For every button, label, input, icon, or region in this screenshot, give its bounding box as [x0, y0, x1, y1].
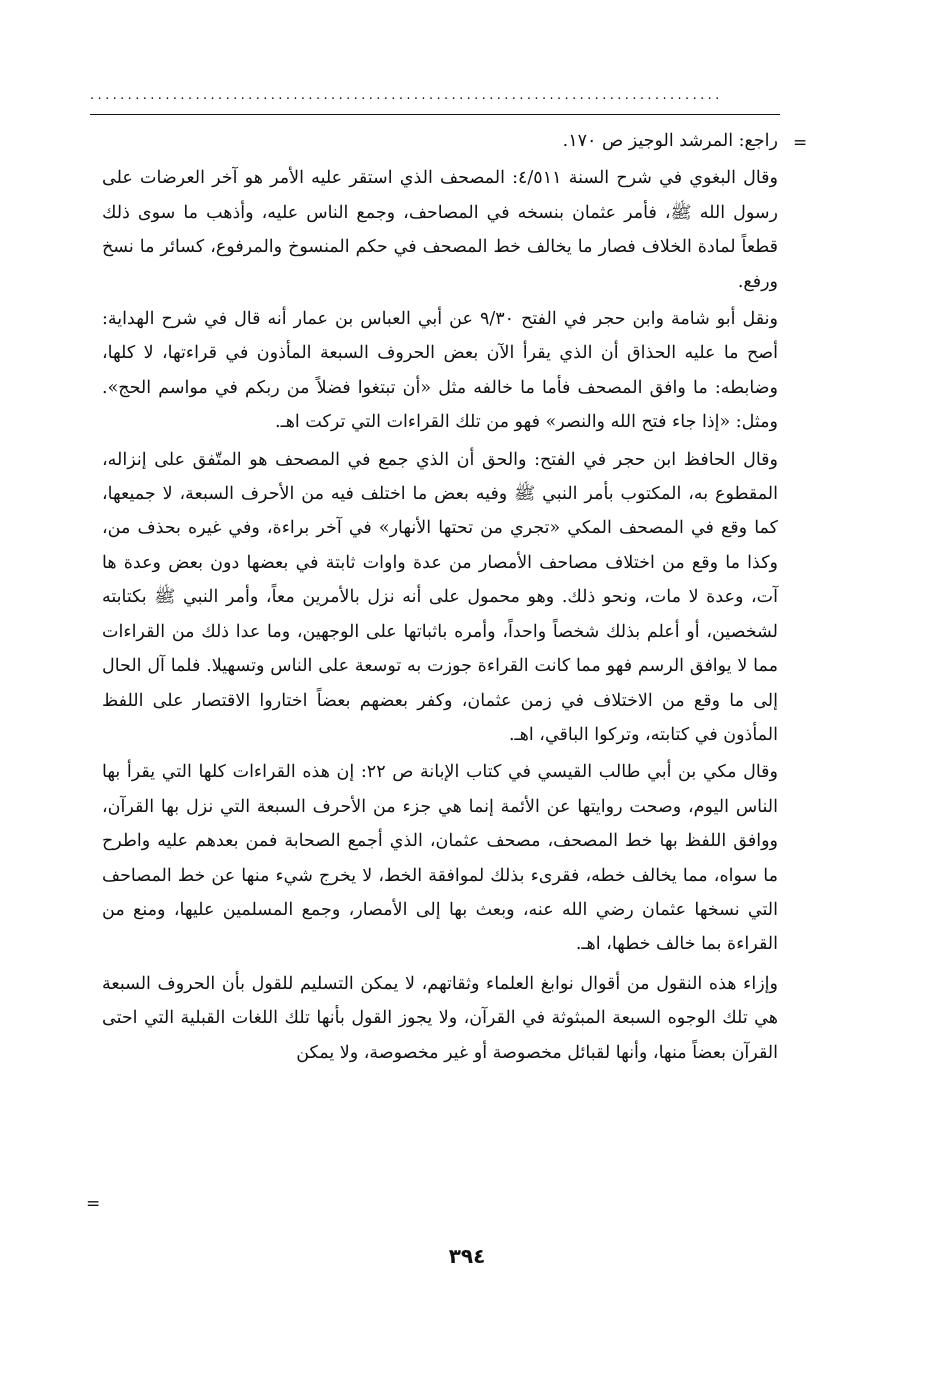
footnote-dots-separator: .................................................................................... — [90, 88, 723, 103]
paragraph-reference: راجع: المرشد الوجيز ص ١٧٠. — [562, 131, 778, 151]
continuation-mark-top: = — [793, 133, 808, 153]
continuation-mark-bottom: = — [86, 1194, 101, 1214]
footnote-rule — [90, 114, 780, 115]
paragraph-baghawi: وقال البغوي في شرح السنة ٤/٥١١: المصحف الذي استقر عليه الأمر هو آخر العرضات على رسول الله ﷺ، فأمر عثمان بنسخه في المصاحف، وجمع الناس عليه، وأذهب ما سوى ذلك قطعاً لمادة الخلاف فصار ما يخالف خط المصحف في حكم المنسوخ والمرفوع، كسائر ما نسخ ورفع. — [102, 168, 778, 292]
paragraph-conclusion: وإزاء هذه النقول من أقوال نوابغ العلماء وثقاتهم، لا يمكن التسليم للقول بأن الحروف السبعة هي تلك الوجوه السبعة المبثوثة في القرآن، ولا يجوز القول بأنها تلك اللغات القبلية التي احتى القرآن بعضاً منها، وأنها لقبائل مخصوصة أو غير مخصوصة، ولا يمكن — [102, 973, 778, 1063]
page-number: ٣٩٤ — [448, 1244, 486, 1268]
footnote-text-block — [102, 124, 778, 1070]
paragraph-makki: وقال مكي بن أبي طالب القيسي في كتاب الإبانة ص ٢٢: إن هذه القراءات كلها التي يقرأ بها الناس اليوم، وصحت روايتها عن الأئمة إنما هي جزء من الأحرف السبعة التي نزل بها القرآن، ووافق اللفظ بها خط المصحف، مصحف عثمان، الذي أجمع الصحابة فمن بعدهم عليه واطرح ما سواه، مما يخالف خطه، فقرىء بذلك لموافقة الخط، لا يخرج شيء منها عن خط المصاحف التي نسخها عثمان رضي الله عنه، وبعث بها إلى الأمصار، وجمع المسلمين عليها، ومنع من القراءة بما خالف خطها، اهـ. — [102, 762, 778, 955]
paragraph-ibn-hajar: وقال الحافظ ابن حجر في الفتح: والحق أن الذي جمع في المصحف هو المتّفق على إنزاله، المقطوع به، المكتوب بأمر النبي ﷺ وفيه بعض ما اختلف فيه من الأحرف السبعة، لا جميعها، كما وقع في المصحف المكي «تجري من تحتها الأنهار» في آخر براءة، وفي غيره بحذف من، وكذا ما وقع من اختلاف مصاحف الأمصار من عدة واوات ثابتة في بعضها دون بعض وعدة ها آت، وعدة لا مات، ونحو ذلك. وهو محمول على أنه نزل بالأمرين معاً، وأمر النبي ﷺ بكتابته لشخصين، أو أعلم بذلك شخصاً واحداً، وأمره باثباتها على الوجهين، وما عدا ذلك من القراءات مما لا يوافق الرسم فهو مما كانت القراءة جوزت به توسعة على الناس وتسهيلا. فلما آل الحال إلى ما وقع من الاختلاف في زمن عثمان، وكفر بعضهم بعضاً اختاروا الاقتصار على اللفظ المأذون في كتابته، وتركوا الباقي، اهـ. — [102, 449, 778, 745]
paragraph-abu-shama: ونقل أبو شامة وابن حجر في الفتح ٩/٣٠ عن أبي العباس بن عمار أنه قال في شرح الهداية: أصح ما عليه الحذاق أن الذي يقرأ الآن بعض الحروف السبعة المأذون في قراءتها، لا كلها، وضابطه: ما وافق المصحف فأما ما خالفه مثل «أن تبتغوا فضلاً من ربكم في مواسم الحج». ومثل: «إذا جاء فتح الله والنصر» فهو من تلك القراءات التي تركت اهـ. — [102, 309, 778, 433]
